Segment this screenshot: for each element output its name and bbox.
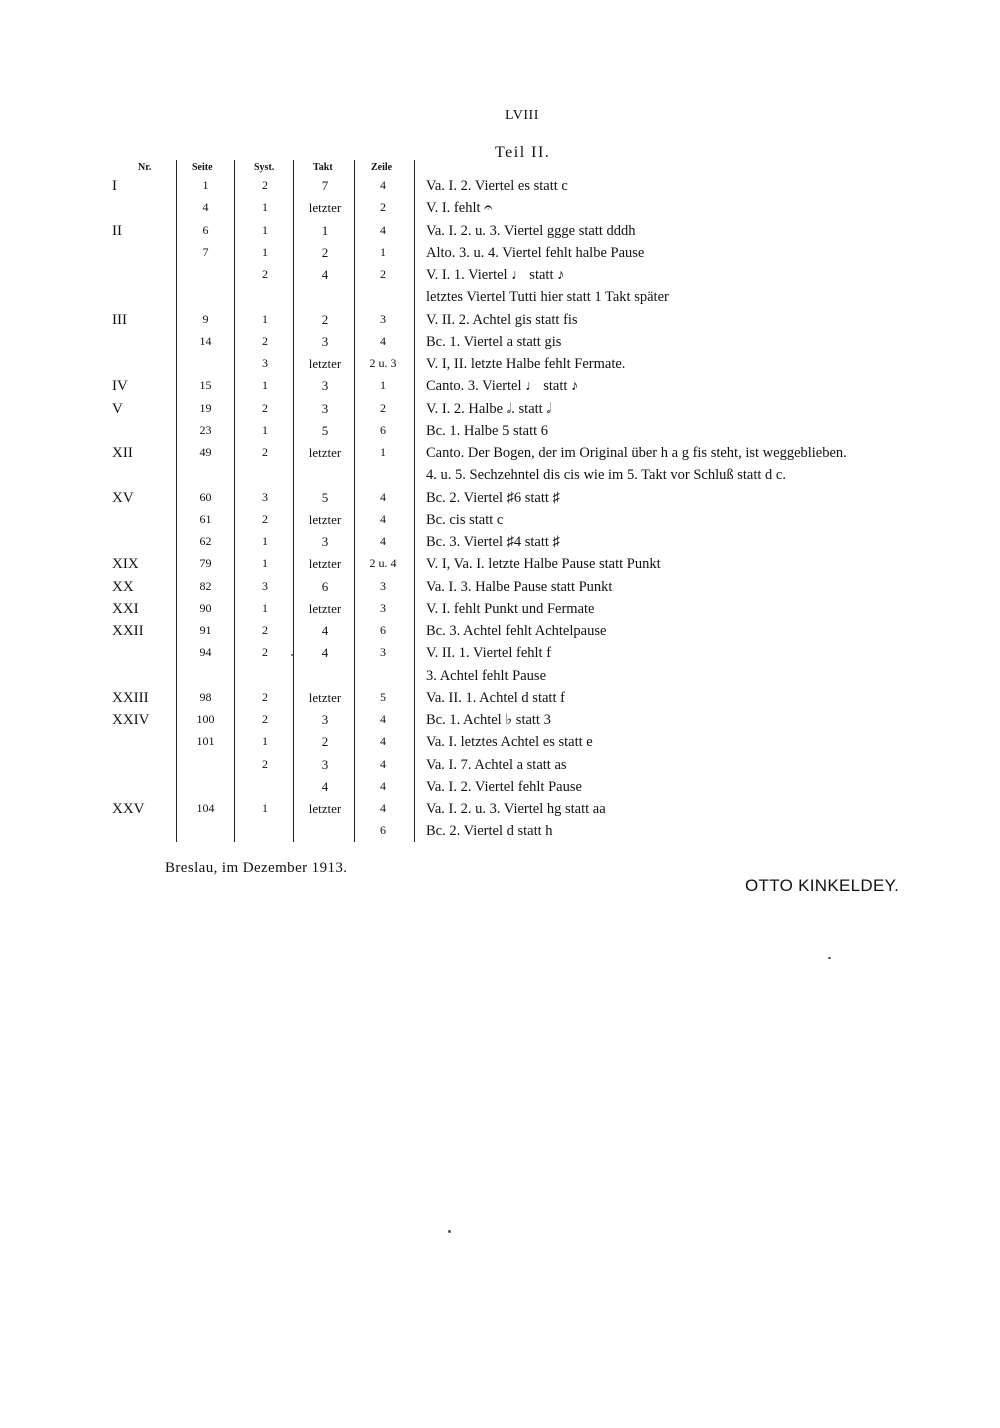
table-row [0,378,1000,400]
table-row [0,267,1000,289]
cell-text: Va. I. 2. u. 3. Viertel ggge statt dddh [426,222,636,239]
cell-seite: 94 [199,645,212,660]
cell-zeile: 3 [380,600,386,615]
table-row [0,690,1000,712]
cell-zeile: 1 [380,378,386,393]
cell-syst: 2 [262,267,268,281]
cell-seite: 60 [199,489,212,504]
cell-seite: 6 [202,222,209,237]
cell-takt: 1 [321,222,329,238]
cell-text: Bc. 1. Achtel ♭ statt 3 [426,712,551,728]
cell-seite: 62 [199,534,212,548]
cell-nr: II [112,222,122,239]
cell-seite: 19 [199,400,212,415]
cell-nr: V [112,400,123,417]
cell-text: Canto. Der Bogen, der im Original über h a g fis steht, ist weggeblieben. [426,445,847,461]
header-seite: Seite [192,162,213,173]
cell-text: V. II. 1. Viertel fehlt f [426,645,552,662]
cell-text: Bc. 2. Viertel d statt h [426,823,553,840]
cell-zeile: 4 [380,178,386,192]
cell-zeile: 4 [380,511,386,526]
cell-nr: XXV [112,801,145,817]
cell-text: V. I. fehlt 𝄐 [426,200,493,217]
cell-text: Bc. cis statt c [426,511,504,528]
cell-syst: 1 [262,801,268,815]
cell-text: Va. I. 2. u. 3. Viertel hg statt aa [426,801,606,817]
cell-text: Va. II. 1. Achtel d statt f [426,689,565,706]
place-date: Breslau, im Dezember 1913. [165,860,348,876]
header-zeile: Zeile [371,162,393,173]
table-row [0,601,1000,623]
cell-zeile: 2 [380,400,386,415]
cell-takt: 3 [321,333,329,349]
cell-syst: 2 [262,645,268,660]
cell-nr: I [112,178,117,194]
cell-text: Canto. 3. Viertel ♩ statt ♪ [426,378,579,395]
cell-syst: 3 [262,356,268,370]
cell-seite: 91 [199,623,212,637]
cell-takt: 3 [321,756,329,772]
cell-zeile: 4 [380,489,386,504]
cell-nr: XXII [112,623,144,639]
cell-takt: letzter [308,511,342,527]
cell-syst: 1 [262,600,268,615]
cell-takt: letzter [308,445,342,460]
cell-text: Bc. 1. Viertel a statt gis [426,333,562,350]
cell-text: Bc. 3. Viertel ♯4 statt ♯ [426,534,560,550]
cell-text: V. I, Va. I. letzte Halbe Pause statt Punkt [426,556,661,573]
cell-nr: XX [112,578,134,595]
cell-takt: 4 [321,267,329,282]
cell-takt: 6 [321,578,329,594]
cell-text: Bc. 2. Viertel ♯6 statt ♯ [426,489,560,506]
cell-takt: 2 [321,734,329,750]
cell-text: Va. I. 2. Viertel fehlt Pause [426,778,582,795]
cell-syst: 2 [262,400,268,415]
cell-takt: 3 [321,400,329,416]
cell-zeile: 4 [380,801,386,815]
cell-syst: 2 [262,178,268,192]
cell-seite: 14 [199,333,212,348]
part-title: Teil II. [495,144,551,161]
table-row [0,490,1000,512]
cell-syst: 2 [262,756,268,771]
cell-zeile: 1 [380,445,386,459]
cell-takt: 5 [321,489,329,505]
cell-nr: XXIII [112,689,149,706]
table-row [0,712,1000,734]
cell-takt: letzter [308,689,342,705]
cell-zeile: 4 [380,712,386,726]
cell-zeile: 6 [380,823,386,838]
table-row [0,512,1000,534]
cell-syst: 1 [262,556,268,571]
cell-takt: letzter [308,356,342,371]
cell-zeile: 3 [380,578,386,593]
cell-seite: 79 [199,556,212,571]
cell-text: Bc. 1. Halbe 5 statt 6 [426,422,549,439]
cell-zeile: 6 [380,623,386,637]
cell-syst: 1 [262,734,268,749]
cell-takt: 5 [321,422,329,438]
table-row [0,534,1000,556]
cell-seite: 82 [199,578,212,593]
cell-seite: 101 [196,734,215,749]
table-row [0,445,1000,467]
cell-takt: letzter [308,200,342,216]
cell-syst: 1 [262,422,268,437]
cell-takt: 2 [321,311,329,327]
cell-text: Va. I. 7. Achtel a statt as [426,756,567,773]
cell-seite: 7 [202,244,209,259]
cell-syst: 2 [262,623,268,637]
cell-syst: 3 [262,578,268,593]
cell-syst: 1 [262,378,268,393]
cell-seite: 100 [196,712,215,726]
cell-nr: XII [112,445,133,461]
cell-syst: 1 [262,222,268,237]
cell-zeile: 4 [380,756,386,771]
table-row [0,645,1000,667]
table-row [0,334,1000,356]
cell-syst: 1 [262,200,268,215]
scan-speck [828,957,831,959]
table-row [0,356,1000,378]
cell-text: Va. I. letztes Achtel es statt e [426,734,593,751]
scan-speck [448,1230,451,1233]
cell-takt: 3 [321,712,329,727]
cell-zeile: 2 u. 4 [369,556,397,571]
cell-text: V. I. fehlt Punkt und Fermate [426,600,595,617]
cell-syst: 3 [262,489,268,504]
cell-takt: 2 [321,244,329,260]
cell-seite: 49 [199,445,212,459]
cell-syst: 1 [262,244,268,259]
table-row [0,779,1000,801]
cell-takt: 3 [321,534,329,549]
scan-speck [291,654,293,656]
cell-nr: XV [112,489,134,506]
cell-zeile: 1 [380,244,386,259]
table-row [0,623,1000,645]
cell-takt: letzter [308,556,342,572]
table-row [0,245,1000,267]
cell-takt: letzter [308,600,342,616]
cell-syst: 2 [262,511,268,526]
cell-text: V. I, II. letzte Halbe fehlt Fermate. [426,356,626,372]
cell-text: 4. u. 5. Sechzehntel dis cis wie im 5. Takt vor Schluß statt d c. [426,467,786,484]
cell-zeile: 4 [380,222,386,237]
cell-zeile: 3 [380,311,386,326]
cell-zeile: 4 [380,333,386,348]
cell-seite: 15 [199,378,212,393]
table-row [0,467,1000,489]
cell-seite: 104 [196,801,215,815]
table-row [0,223,1000,245]
table-row [0,200,1000,222]
cell-zeile: 2 [380,267,386,281]
cell-seite: 98 [199,689,212,704]
cell-syst: 2 [262,689,268,704]
cell-text: V. I. 1. Viertel ♩ statt ♪ [426,267,565,283]
cell-seite: 90 [199,600,212,615]
header-nr: Nr. [138,162,152,173]
header-syst: Syst. [254,162,275,173]
cell-nr: XXIV [112,712,150,728]
cell-takt: 4 [321,778,329,794]
cell-zeile: 4 [380,734,386,749]
cell-syst: 2 [262,445,268,459]
cell-syst: 2 [262,333,268,348]
table-row [0,734,1000,756]
cell-syst: 1 [262,534,268,548]
table-row [0,801,1000,823]
table-row [0,579,1000,601]
cell-takt: 4 [321,623,329,638]
cell-text: 3. Achtel fehlt Pause [426,667,547,684]
cell-nr: XIX [112,556,139,573]
cell-syst: 1 [262,311,268,326]
table-row [0,668,1000,690]
table-row [0,823,1000,845]
table-row [0,757,1000,779]
cell-seite: 9 [202,311,209,326]
cell-zeile: 6 [380,422,386,437]
cell-zeile: 3 [380,645,386,660]
table-row [0,312,1000,334]
cell-nr: XXI [112,600,139,617]
cell-seite: 4 [202,200,209,215]
cell-seite: 1 [202,178,209,192]
cell-text: V. II. 2. Achtel gis statt fis [426,311,578,328]
table-row [0,289,1000,311]
cell-text: V. I. 2. Halbe 𝅗𝅥. statt 𝅗𝅥 [426,400,551,417]
cell-zeile: 2 [380,200,386,215]
cell-takt: 4 [321,645,329,661]
table-row [0,401,1000,423]
cell-nr: IV [112,378,128,395]
signature: OTTO KINKELDEY. [745,876,900,895]
table-row [0,556,1000,578]
cell-text: Va. I. 3. Halbe Pause statt Punkt [426,578,613,595]
cell-seite: 61 [199,511,212,526]
table-row [0,178,1000,200]
cell-text: Alto. 3. u. 4. Viertel fehlt halbe Pause [426,244,645,261]
cell-zeile: 4 [380,534,386,548]
cell-takt: 7 [321,178,329,193]
table-row [0,423,1000,445]
cell-takt: 3 [321,378,329,394]
cell-seite: 23 [199,422,212,437]
cell-zeile: 2 u. 3 [369,356,397,370]
cell-zeile: 4 [380,778,386,793]
cell-nr: III [112,311,127,328]
cell-syst: 2 [262,712,268,726]
cell-takt: letzter [308,801,342,816]
cell-zeile: 5 [380,689,386,704]
header-takt: Takt [313,162,333,173]
cell-text: Va. I. 2. Viertel es statt c [426,178,568,194]
cell-text: letztes Viertel Tutti hier statt 1 Takt später [426,289,669,306]
cell-text: Bc. 3. Achtel fehlt Achtelpause [426,623,607,639]
